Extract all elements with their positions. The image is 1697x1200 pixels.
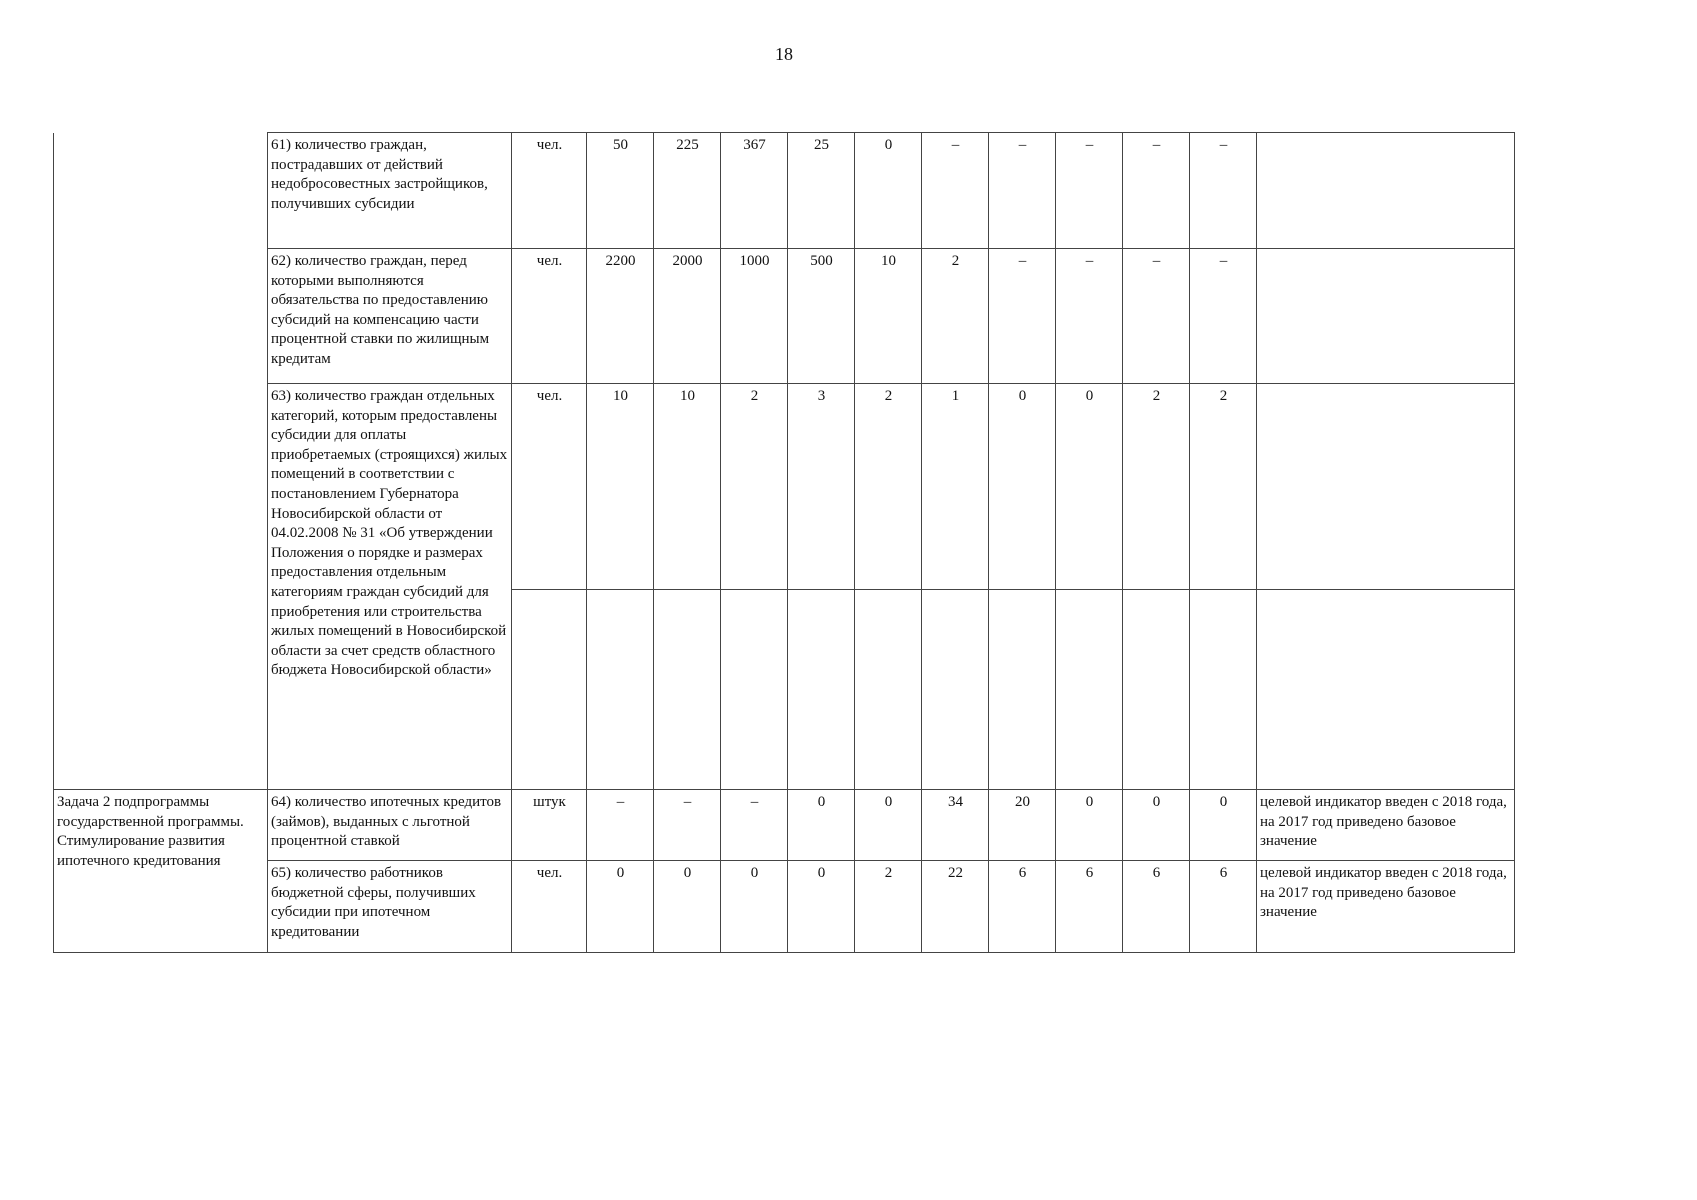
value-cell: 3 bbox=[788, 384, 855, 590]
value-cell: 0 bbox=[788, 790, 855, 861]
value-cell: – bbox=[721, 790, 788, 861]
value-cell: 10 bbox=[855, 249, 922, 384]
value-cell: 6 bbox=[1123, 861, 1190, 953]
indicator-note: целевой индикатор введен с 2018 года, на 2017 год приведено базовое значение bbox=[1257, 861, 1515, 953]
value-cell: – bbox=[1056, 133, 1123, 249]
value-cell: 0 bbox=[855, 790, 922, 861]
indicator-unit: чел. bbox=[512, 249, 587, 384]
value-cell: 20 bbox=[989, 790, 1056, 861]
empty-cell bbox=[721, 590, 788, 790]
indicator-name: 63) количество граждан отдельных категорий, которым предоставлены субсидии для оплаты приобретаемых (строящихся) жилых помещений в соответствии с постановлением Губернатора Новосибирской области от 04.02.2008 № 31 «Об утверждении Положения о порядке и размерах предоставления отдельным категориям граждан субсидий для приобретения или строительства жилых помещений в Новосибирской области за счет средств областного бюджета Новосибирской области» bbox=[268, 384, 512, 790]
value-cell: – bbox=[989, 249, 1056, 384]
value-cell: 50 bbox=[587, 133, 654, 249]
empty-cell bbox=[788, 590, 855, 790]
value-cell: 367 bbox=[721, 133, 788, 249]
value-cell: 0 bbox=[788, 861, 855, 953]
indicators-table bbox=[53, 132, 1515, 953]
value-cell: 10 bbox=[654, 384, 721, 590]
value-cell: 25 bbox=[788, 133, 855, 249]
indicator-name: 65) количество работников бюджетной сферы, получивших субсидии при ипотечном кредитовании bbox=[268, 861, 512, 953]
value-cell: 22 bbox=[922, 861, 989, 953]
value-cell: – bbox=[1056, 249, 1123, 384]
value-cell: – bbox=[587, 790, 654, 861]
indicator-unit: чел. bbox=[512, 133, 587, 249]
value-cell: 1000 bbox=[721, 249, 788, 384]
indicator-unit: штук bbox=[512, 790, 587, 861]
value-cell: 34 bbox=[922, 790, 989, 861]
value-cell: – bbox=[989, 133, 1056, 249]
value-cell: – bbox=[1190, 133, 1257, 249]
empty-cell bbox=[1257, 590, 1515, 790]
task-label: Задача 2 подпрограммы государственной программы. Стимулирование развития ипотечного кредитования bbox=[54, 790, 268, 953]
indicator-note bbox=[1257, 133, 1515, 249]
indicator-note bbox=[1257, 384, 1515, 590]
value-cell: 0 bbox=[1056, 790, 1123, 861]
value-cell: 10 bbox=[587, 384, 654, 590]
indicator-name: 62) количество граждан, перед которыми выполняются обязательства по предоставлению субсидий на компенсацию части процентной ставки по жилищным кредитам bbox=[268, 249, 512, 384]
value-cell: 2 bbox=[721, 384, 788, 590]
table-row bbox=[54, 861, 1515, 953]
value-cell: 6 bbox=[989, 861, 1056, 953]
value-cell: 0 bbox=[1056, 384, 1123, 590]
value-cell: – bbox=[922, 133, 989, 249]
value-cell: 2000 bbox=[654, 249, 721, 384]
value-cell: 2200 bbox=[587, 249, 654, 384]
task-cell-empty bbox=[54, 133, 268, 790]
indicator-unit: чел. bbox=[512, 384, 587, 590]
value-cell: 225 bbox=[654, 133, 721, 249]
indicator-note bbox=[1257, 249, 1515, 384]
empty-cell bbox=[855, 590, 922, 790]
table-row bbox=[54, 249, 1515, 384]
value-cell: 2 bbox=[1190, 384, 1257, 590]
value-cell: 6 bbox=[1056, 861, 1123, 953]
empty-cell bbox=[1123, 590, 1190, 790]
empty-cell bbox=[654, 590, 721, 790]
value-cell: 500 bbox=[788, 249, 855, 384]
value-cell: 0 bbox=[1123, 790, 1190, 861]
empty-cell bbox=[922, 590, 989, 790]
value-cell: 0 bbox=[989, 384, 1056, 590]
indicator-name: 64) количество ипотечных кредитов (займов), выданных с льготной процентной ставкой bbox=[268, 790, 512, 861]
value-cell: 0 bbox=[1190, 790, 1257, 861]
value-cell: 0 bbox=[721, 861, 788, 953]
value-cell: 0 bbox=[855, 133, 922, 249]
indicator-unit: чел. bbox=[512, 861, 587, 953]
value-cell: – bbox=[1123, 249, 1190, 384]
table-row bbox=[54, 790, 1515, 861]
value-cell: 2 bbox=[855, 384, 922, 590]
empty-cell bbox=[1056, 590, 1123, 790]
table-row bbox=[54, 384, 1515, 590]
value-cell: 2 bbox=[922, 249, 989, 384]
value-cell: 0 bbox=[587, 861, 654, 953]
value-cell: – bbox=[654, 790, 721, 861]
value-cell: – bbox=[1190, 249, 1257, 384]
empty-cell bbox=[587, 590, 654, 790]
value-cell: 2 bbox=[1123, 384, 1190, 590]
table-row bbox=[54, 133, 1515, 249]
empty-cell bbox=[1190, 590, 1257, 790]
page-number: 18 bbox=[775, 44, 793, 64]
indicator-note: целевой индикатор введен с 2018 года, на 2017 год приведено базовое значение bbox=[1257, 790, 1515, 861]
value-cell: 2 bbox=[855, 861, 922, 953]
value-cell: 6 bbox=[1190, 861, 1257, 953]
indicator-name: 61) количество граждан, пострадавших от действий недобросовестных застройщиков, получивших субсидии bbox=[268, 133, 512, 249]
value-cell: 0 bbox=[654, 861, 721, 953]
value-cell: – bbox=[1123, 133, 1190, 249]
empty-cell bbox=[512, 590, 587, 790]
empty-cell bbox=[989, 590, 1056, 790]
value-cell: 1 bbox=[922, 384, 989, 590]
